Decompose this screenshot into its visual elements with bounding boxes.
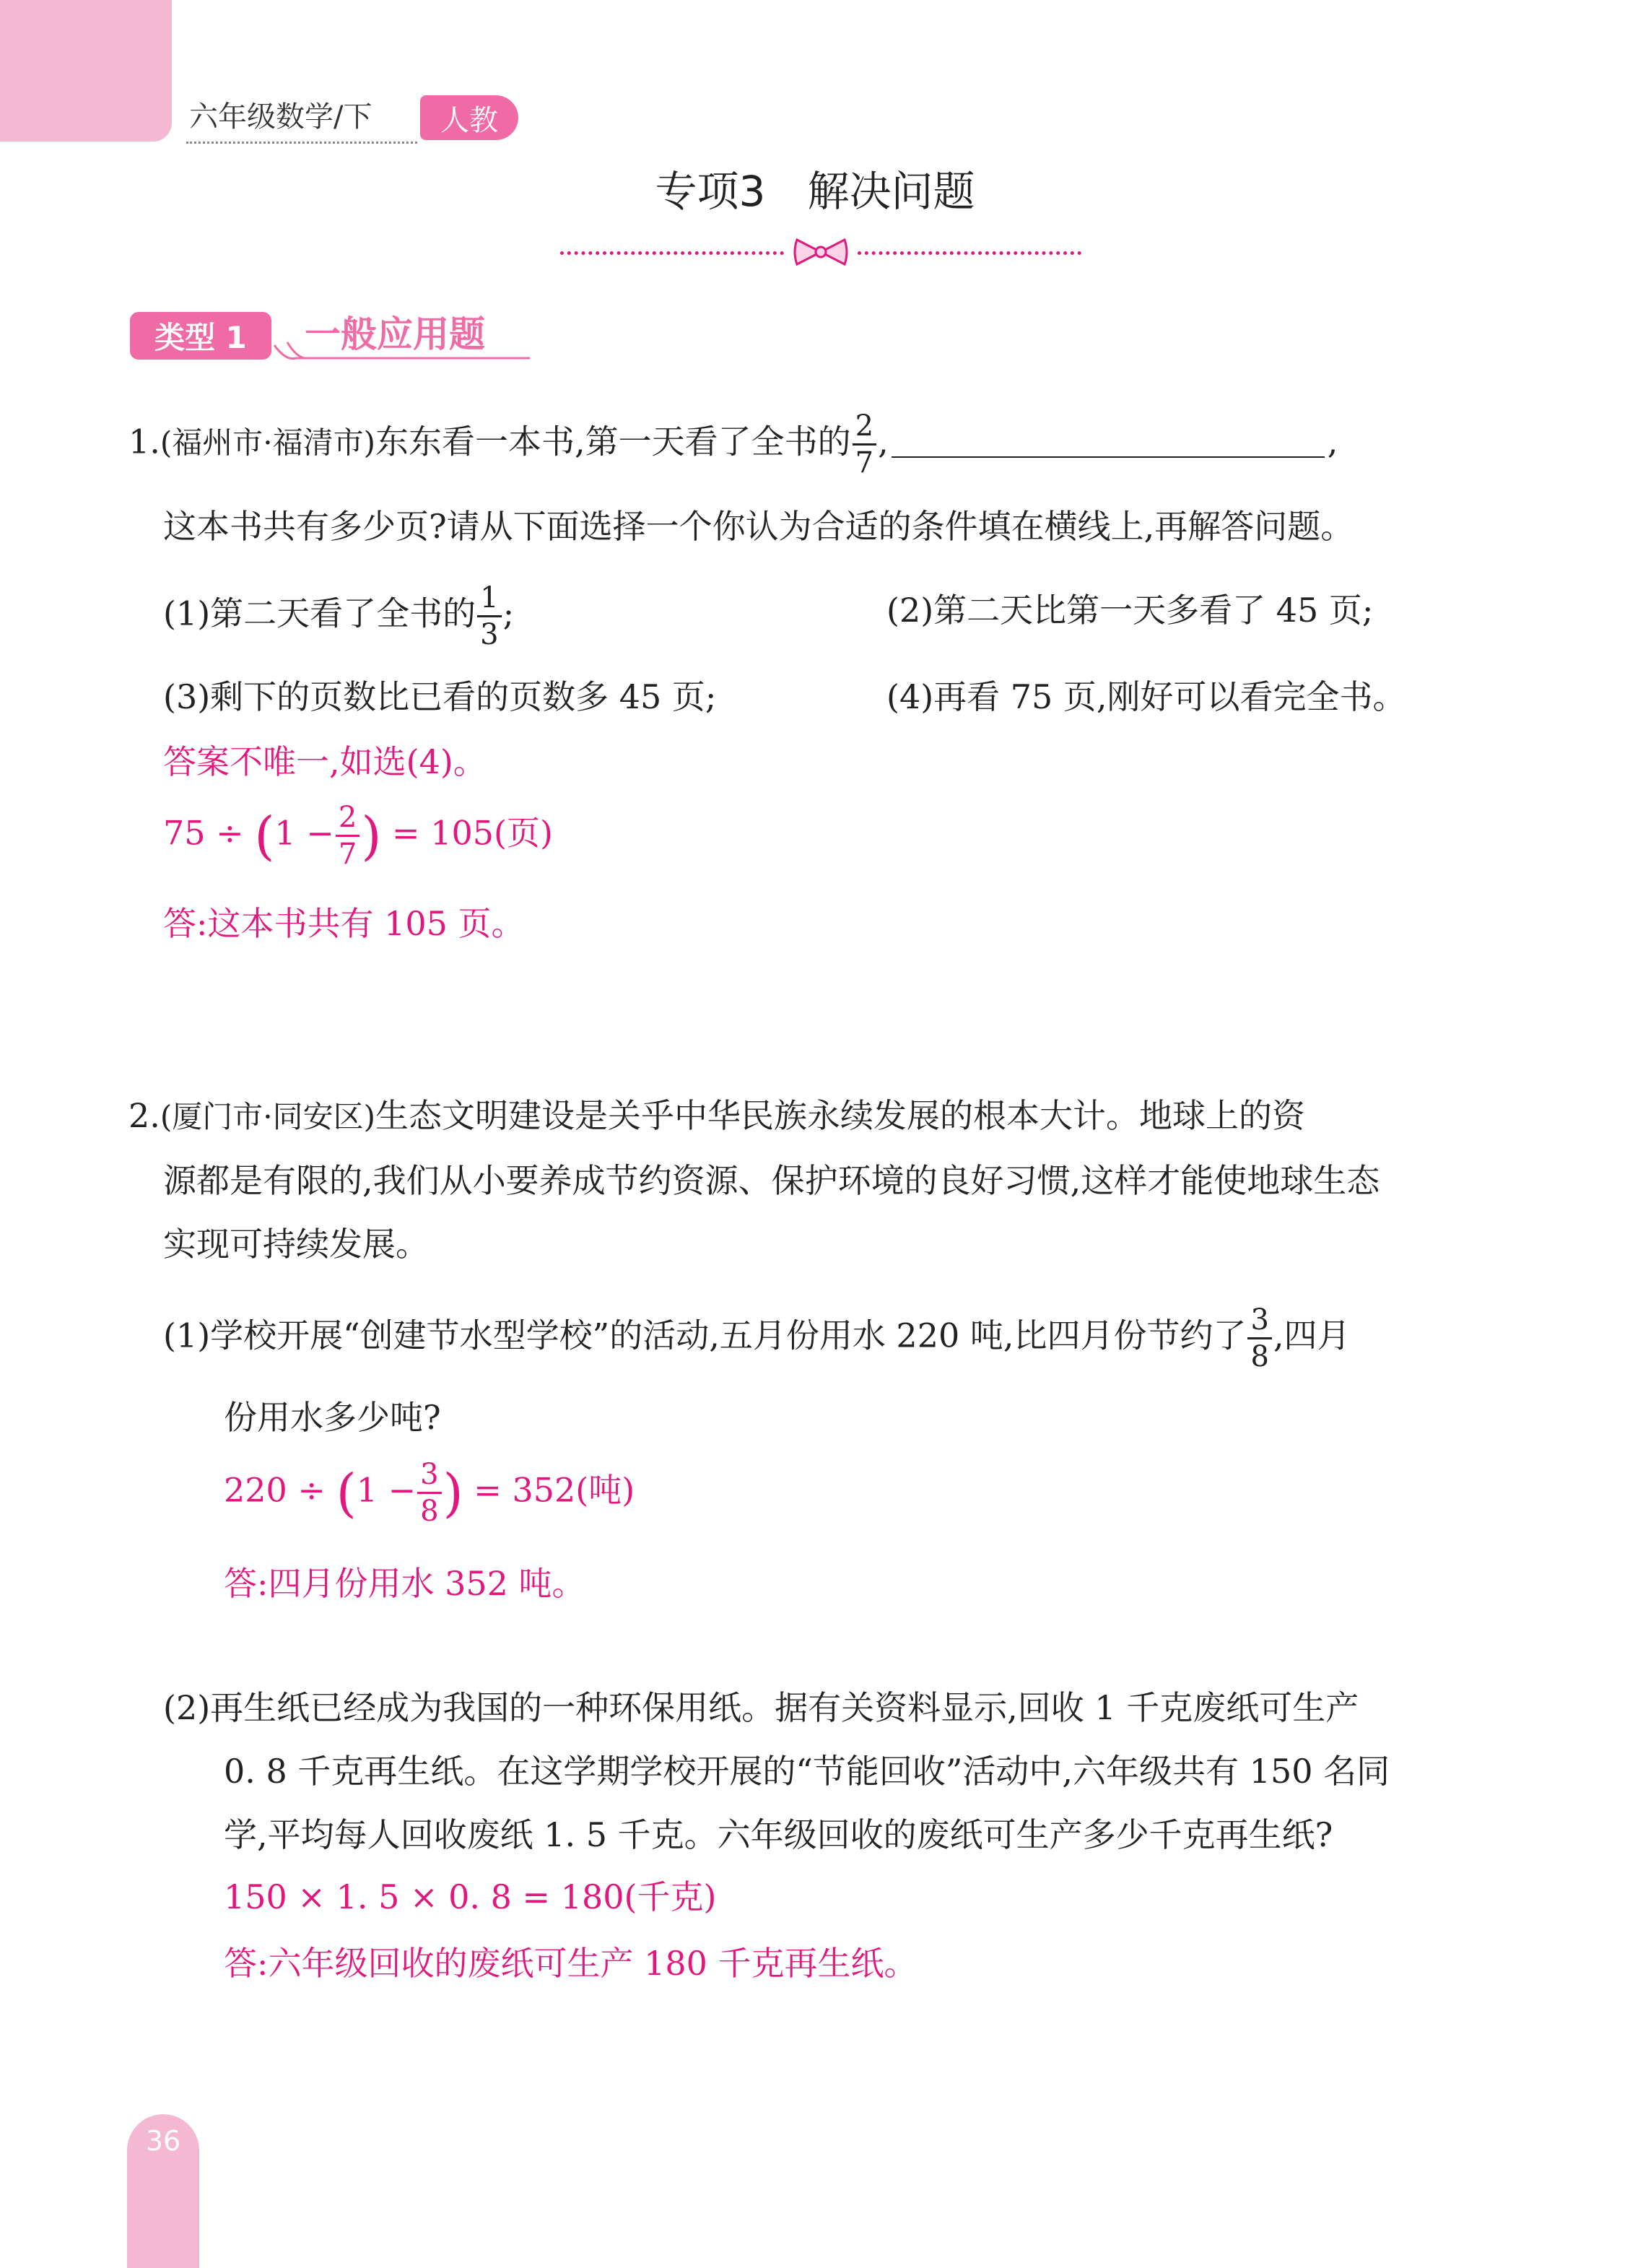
q1-calc-one-minus: 1 − [274, 813, 334, 853]
q1-option-1-fraction [477, 583, 501, 649]
q2-part2-calculation: 150 × 1. 5 × 0. 8 = 180(千克) [224, 1877, 717, 1916]
q1-calc-fraction [336, 803, 359, 869]
q1-calc-open-paren: ( [254, 805, 275, 866]
q2-part1-calculation [224, 1460, 635, 1526]
q1-option-1 [163, 583, 514, 649]
q1-stem: 东东看一本书,第一天看了全书的 [375, 422, 851, 461]
q2-part1-calc-numerator: 3 [417, 1460, 441, 1494]
q1-option-1-numerator: 1 [477, 583, 501, 617]
q2-part1-calc-denominator: 8 [420, 1495, 439, 1528]
q2-part1-calc-close-paren: ) [443, 1462, 463, 1524]
q1-answer-blank[interactable] [892, 456, 1325, 458]
q1-fraction-denominator: 7 [855, 446, 874, 479]
q2-part1-line2: 份用水多少吨? [224, 1398, 441, 1437]
edition-badge: 人教 [420, 95, 518, 140]
q1-option-3: (3)剩下的页数比已看的页数多 45 页; [163, 677, 717, 716]
title-dots-right [858, 251, 1081, 255]
corner-tab [0, 0, 172, 142]
type-badge: 类型 1 [130, 312, 271, 360]
q2-part1-calc-fraction [417, 1460, 441, 1526]
q2-line2: 源都是有限的,我们从小要养成节约资源、保护环境的良好习惯,这样才能使地球生态 [163, 1161, 1380, 1200]
q1-option-1-end: ; [502, 594, 515, 633]
q1-calc-dividend: 75 ÷ [163, 813, 244, 853]
q1-calc-result: = 105(页) [392, 813, 553, 853]
q1-trailing-comma: , [1327, 422, 1338, 461]
title-dots-left [560, 251, 784, 255]
q1-source: (福州市·福清市) [160, 425, 376, 461]
section-title: 专项3 解决问题 [655, 167, 975, 216]
q2-part2-answer: 答:六年级回收的废纸可生产 180 千克再生纸。 [224, 1944, 918, 1983]
q2-part1-numerator: 3 [1247, 1305, 1271, 1339]
q2-part1-text: (1)学校开展“创建节水型学校”的活动,五月份用水 220 吨,比四月份节约了 [163, 1316, 1247, 1355]
q2-part1-denominator: 8 [1250, 1340, 1269, 1373]
q1-calc-denominator: 7 [338, 838, 357, 871]
q2-part1-calc-one-minus: 1 − [356, 1470, 417, 1510]
q1-calc-close-paren: ) [361, 805, 382, 866]
q1-line1 [128, 409, 1338, 479]
q2-part1-calc-dividend: 220 ÷ [224, 1470, 326, 1510]
q1-option-1-text: (1)第二天看了全书的 [163, 594, 476, 633]
q1-final-answer: 答:这本书共有 105 页。 [163, 904, 525, 943]
q1-line2: 这本书共有多少页?请从下面选择一个你认为合适的条件填在横线上,再解答问题。 [163, 507, 1354, 546]
q1-option-2: (2)第二天比第一天多看了 45 页; [886, 591, 1374, 630]
type-title: 一般应用题 [305, 313, 485, 355]
q1-fraction-numerator: 2 [853, 412, 876, 446]
q2-part2-line3: 学,平均每人回收废纸 1. 5 千克。六年级回收的废纸可生产多少千克再生纸? [224, 1815, 1333, 1854]
q2-part2-line2: 0. 8 千克再生纸。在这学期学校开展的“节能回收”活动中,六年级共有 150 名同 [224, 1752, 1390, 1791]
q2-line1-text: 生态文明建设是关乎中华民族永续发展的根本大计。地球上的资 [375, 1096, 1306, 1135]
q1-option-4: (4)再看 75 页,刚好可以看完全书。 [886, 677, 1406, 716]
q2-source: (厦门市·同安区) [160, 1099, 376, 1134]
q2-part1-calc-result: = 352(吨) [474, 1470, 635, 1510]
q2-part1-answer: 答:四月份用水 352 吨。 [224, 1564, 585, 1603]
q2-part1-end: ,四月 [1273, 1316, 1351, 1355]
q2-line1 [128, 1096, 1306, 1135]
q2-line3: 实现可持续发展。 [163, 1225, 429, 1264]
q1-comma: , [878, 422, 889, 461]
q1-calc-numerator: 2 [336, 803, 359, 837]
q1-fraction [853, 409, 876, 479]
q1-number: 1. [128, 422, 160, 461]
page-number: 36 [145, 2125, 181, 2157]
header-underline [186, 142, 417, 144]
bow-icon [791, 235, 850, 269]
q2-part1-fraction [1247, 1305, 1271, 1371]
q2-part1-line1 [163, 1305, 1351, 1371]
q1-calculation [163, 803, 553, 869]
grade-label: 六年级数学/下 [189, 100, 372, 134]
q2-number: 2. [128, 1096, 160, 1135]
q2-part2-line1: (2)再生纸已经成为我国的一种环保用纸。据有关资料显示,回收 1 千克废纸可生产 [163, 1688, 1359, 1727]
q1-answer-note: 答案不唯一,如选(4)。 [163, 742, 487, 781]
type-heading-flourish [271, 339, 531, 368]
q1-option-1-denominator: 3 [480, 618, 499, 651]
q2-part1-calc-open-paren: ( [336, 1462, 357, 1524]
